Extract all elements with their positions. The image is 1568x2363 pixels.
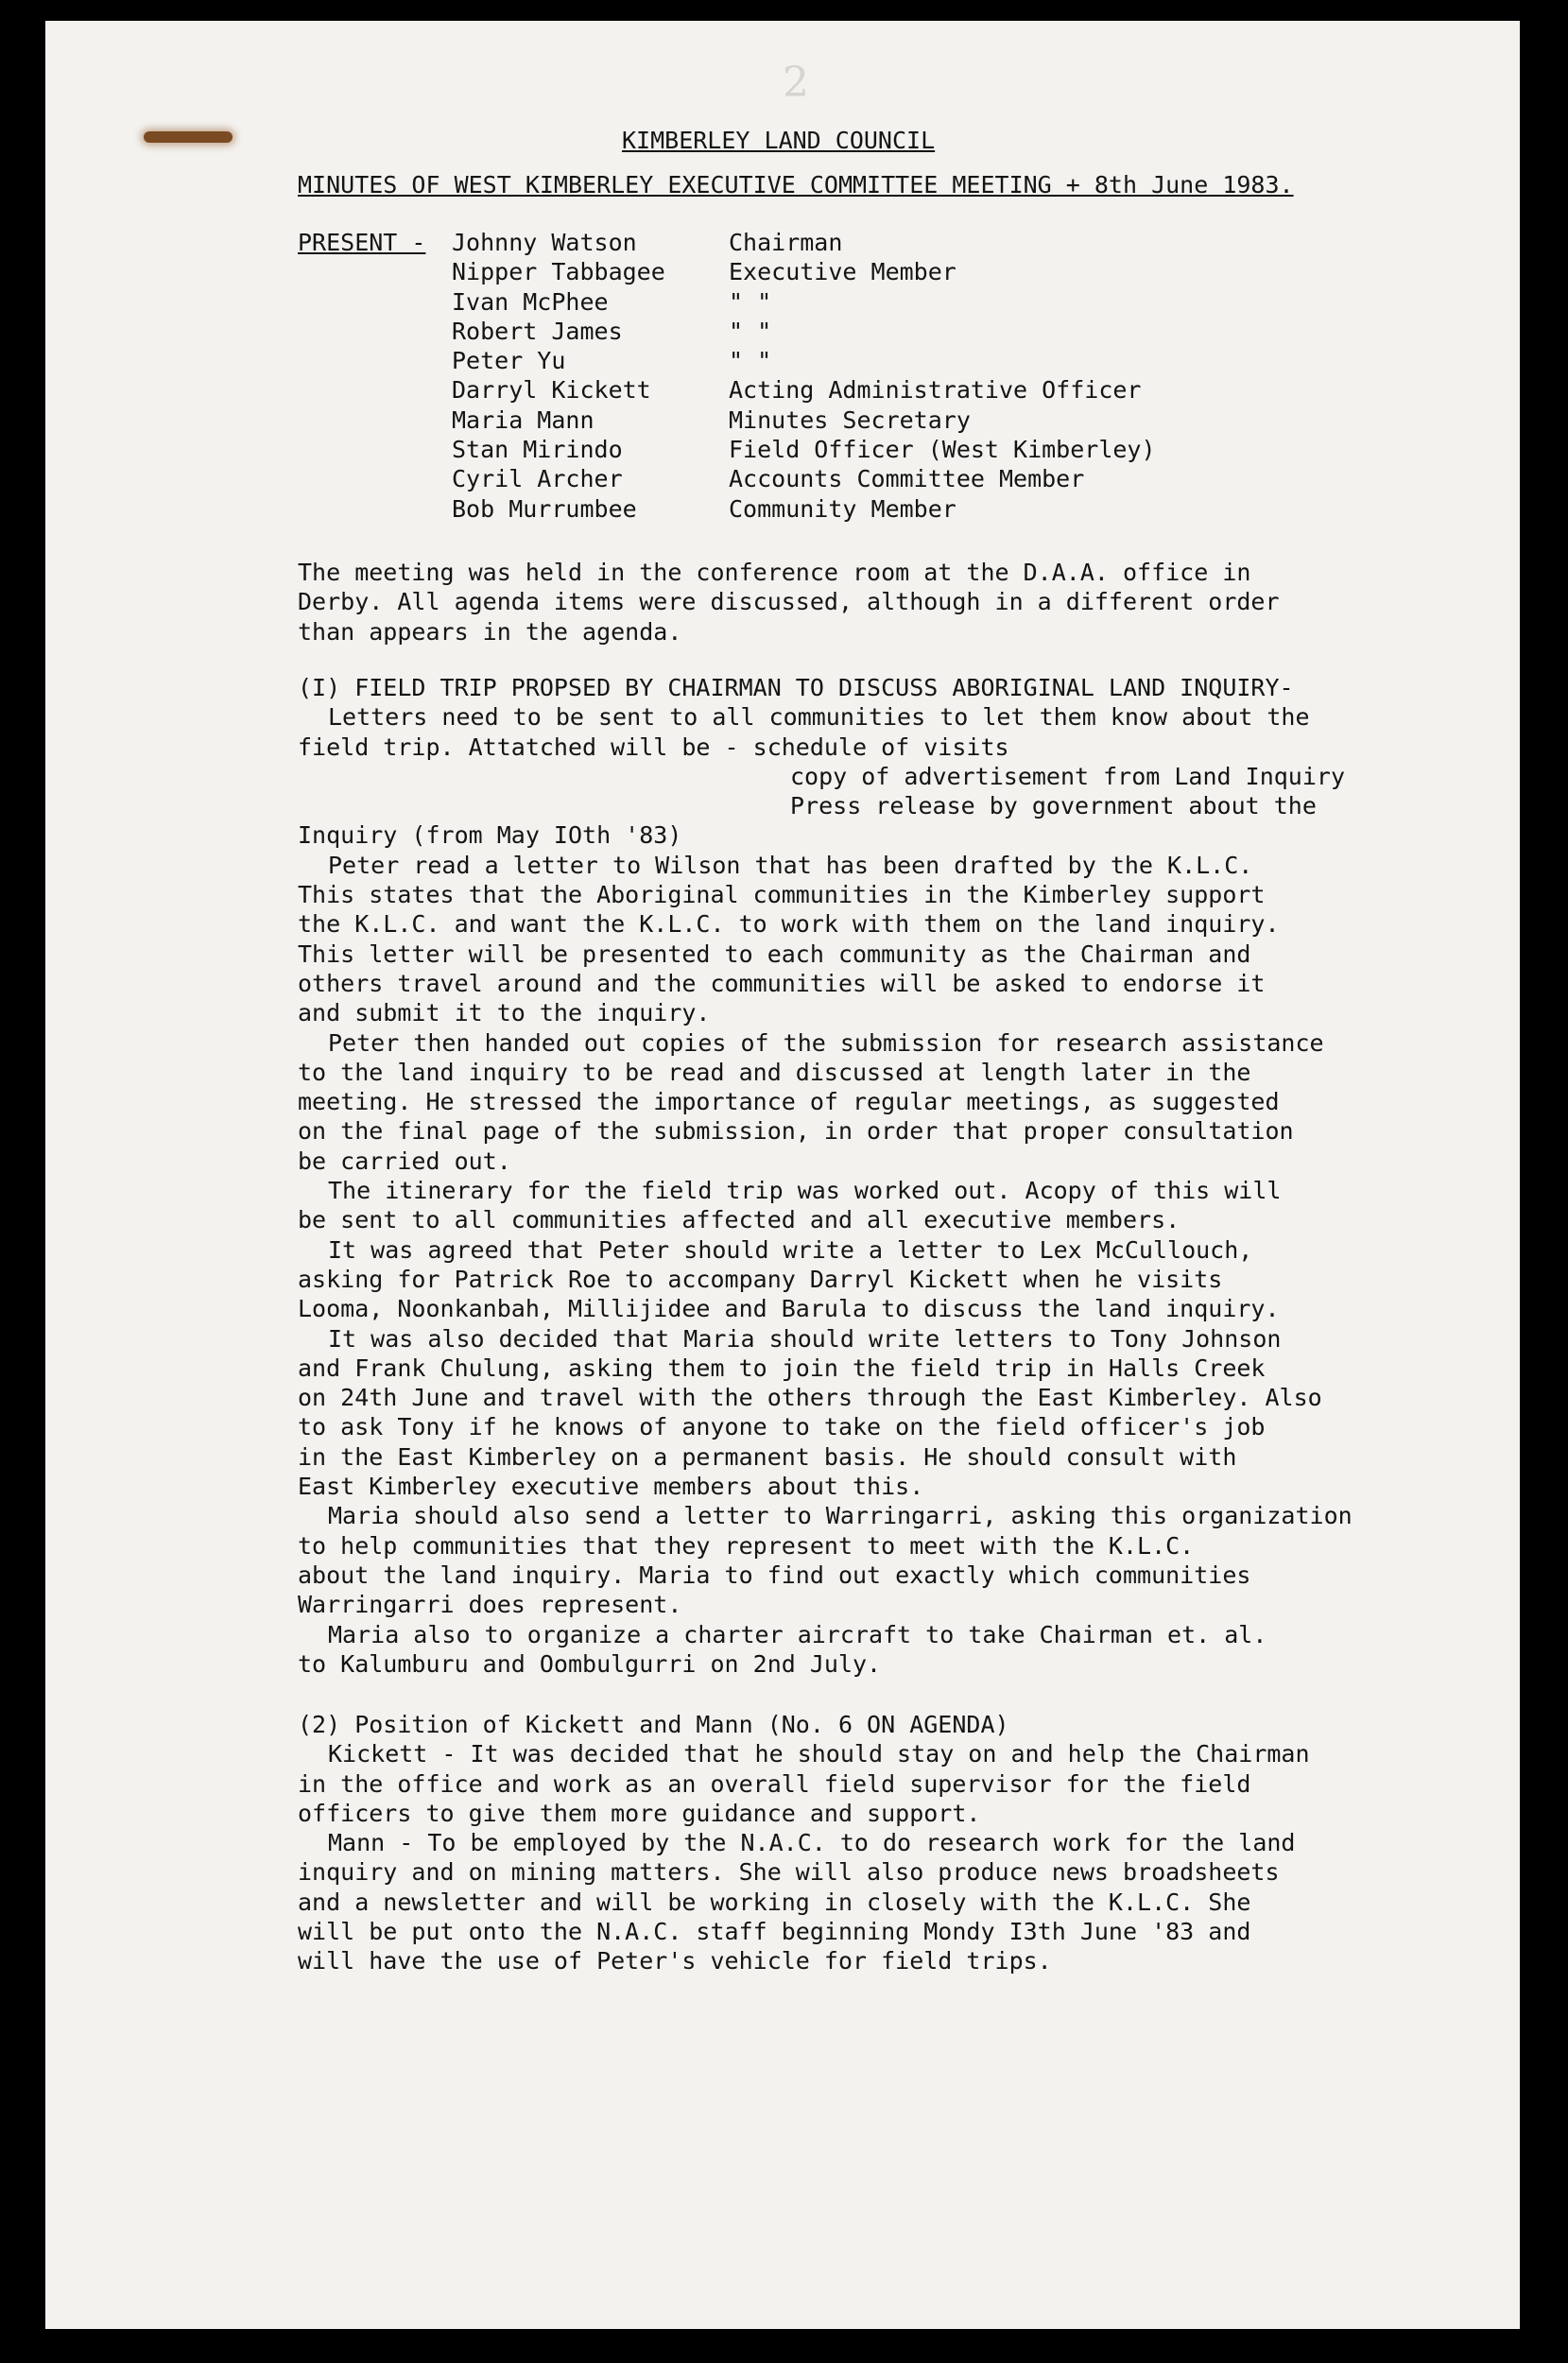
- text-line: field trip. Attatched will be - schedule of visits: [298, 733, 1009, 761]
- section-positions: [298, 1710, 1432, 1976]
- text-line: East Kimberley executive members about this.: [298, 1473, 924, 1501]
- text-line: on the final page of the submission, in order that proper consultation: [298, 1117, 1294, 1146]
- text-line: and a newsletter and will be working in closely with the K.L.C. She: [298, 1888, 1251, 1916]
- text-line: Kickett - It was decided that he should stay on and help the Chairman: [328, 1740, 1310, 1768]
- member-role: Acting Administrative Officer: [729, 376, 1142, 405]
- member-name: Stan Mirindo: [452, 436, 623, 464]
- member-role: Field Officer (West Kimberley): [729, 436, 1156, 464]
- member-role: Community Member: [729, 494, 956, 523]
- member-role: Executive Member: [729, 258, 956, 286]
- text-line: Inquiry (from May IOth '83): [298, 821, 682, 850]
- text-line: be sent to all communities affected and all executive members.: [298, 1206, 1180, 1234]
- text-line: Looma, Noonkanbah, Millijidee and Barula to discuss the land inquiry.: [298, 1295, 1280, 1323]
- member-role: " ": [729, 317, 772, 345]
- text-line: will have the use of Peter's vehicle for field trips.: [298, 1947, 1052, 1975]
- text-line: to help communities that they represent to meet with the K.L.C.: [298, 1531, 1195, 1560]
- text-line: Mann - To be employed by the N.A.C. to do research work for the land: [328, 1829, 1296, 1857]
- text-line: to ask Tony if he knows of anyone to take on the field officer's job: [298, 1413, 1266, 1441]
- intro-paragraph: [298, 558, 1432, 647]
- section-heading: (I) FIELD TRIP PROPSED BY CHAIRMAN TO DISCUSS ABORIGINAL LAND INQUIRY-: [298, 674, 1294, 701]
- text-line: on 24th June and travel with the others through the East Kimberley. Also: [298, 1384, 1322, 1412]
- member-name: Peter Yu: [452, 347, 566, 375]
- text-line: be carried out.: [298, 1147, 511, 1175]
- text-line: It was agreed that Peter should write a letter to Lex McCullouch,: [328, 1235, 1253, 1264]
- section-field-trip: [298, 673, 1432, 1679]
- member-name: Darryl Kickett: [452, 376, 651, 405]
- text-line: meeting. He stressed the importance of regular meetings, as suggested: [298, 1088, 1280, 1116]
- text-line: to Kalumburu and Oombulgurri on 2nd July.: [298, 1649, 882, 1678]
- text-line: asking for Patrick Roe to accompany Darryl Kickett when he visits: [298, 1265, 1223, 1293]
- member-role: " ": [729, 287, 772, 316]
- text-line: The itinerary for the field trip was worked out. Acopy of this will: [328, 1177, 1282, 1205]
- text-line: It was also decided that Maria should write letters to Tony Johnson: [328, 1324, 1282, 1353]
- meeting-subtitle: MINUTES OF WEST KIMBERLEY EXECUTIVE COMMITTEE MEETING + 8th June 1983.: [298, 171, 1294, 198]
- document-title: KIMBERLEY LAND COUNCIL: [622, 127, 936, 154]
- text-line: others travel around and the communities will be asked to endorse it: [298, 969, 1266, 997]
- text-line: about the land inquiry. Maria to find out exactly which communities: [298, 1561, 1251, 1589]
- text-line: will be put onto the N.A.C. staff beginning Mondy I3th June '83 and: [298, 1918, 1251, 1946]
- member-role: Chairman: [729, 229, 843, 256]
- text-line: Derby. All agenda items were discussed, although in a different order: [298, 588, 1280, 616]
- text-line: to the land inquiry to be read and discussed at length later in the: [298, 1058, 1251, 1086]
- text-line: and Frank Chulung, asking them to join the field trip in Halls Creek: [298, 1354, 1266, 1382]
- text-line: Maria also to organize a charter aircraft to take Chairman et. al.: [328, 1620, 1267, 1648]
- member-name: Cyril Archer: [452, 465, 623, 493]
- text-line: Maria should also send a letter to Warringarri, asking this organization: [328, 1502, 1353, 1530]
- text-line: in the East Kimberley on a permanent basis. He should consult with: [298, 1442, 1237, 1471]
- text-line: This letter will be presented to each community as the Chairman and: [298, 940, 1251, 968]
- attachment-item: copy of advertisement from Land Inquiry: [790, 762, 1345, 790]
- member-role: " ": [729, 347, 772, 375]
- text-line: the K.L.C. and want the K.L.C. to work with them on the land inquiry.: [298, 910, 1280, 939]
- member-name: Johnny Watson: [452, 229, 637, 256]
- member-role: Accounts Committee Member: [729, 465, 1085, 493]
- member-name: Maria Mann: [452, 405, 594, 434]
- text-line: inquiry and on mining matters. She will also produce news broadsheets: [298, 1858, 1280, 1887]
- text-line: This states that the Aboriginal communities in the Kimberley support: [298, 881, 1266, 909]
- member-name: Robert James: [452, 317, 623, 345]
- member-name: Ivan McPhee: [452, 287, 609, 316]
- text-line: Peter then handed out copies of the submission for research assistance: [328, 1028, 1324, 1057]
- present-label: PRESENT -: [298, 229, 426, 256]
- section-heading: (2) Position of Kickett and Mann (No. 6 ON AGENDA): [298, 1711, 1009, 1738]
- text-line: in the office and work as an overall field supervisor for the field: [298, 1769, 1251, 1798]
- text-line: than appears in the agenda.: [298, 617, 682, 646]
- attachment-item: Press release by government about the: [790, 792, 1317, 820]
- text-line: Letters need to be sent to all communities to let them know about the: [328, 703, 1310, 732]
- text-line: Warringarri does represent.: [298, 1591, 682, 1619]
- page-number-ghost: 2: [783, 59, 809, 107]
- text-line: officers to give them more guidance and support.: [298, 1799, 981, 1827]
- text-line: and submit it to the inquiry.: [298, 999, 711, 1027]
- text-line: The meeting was held in the conference room at the D.A.A. office in: [298, 559, 1251, 586]
- member-name: Nipper Tabbagee: [452, 258, 665, 286]
- member-name: Bob Murrumbee: [452, 494, 637, 523]
- member-role: Minutes Secretary: [729, 405, 971, 434]
- text-line: Peter read a letter to Wilson that has been drafted by the K.L.C.: [328, 851, 1253, 879]
